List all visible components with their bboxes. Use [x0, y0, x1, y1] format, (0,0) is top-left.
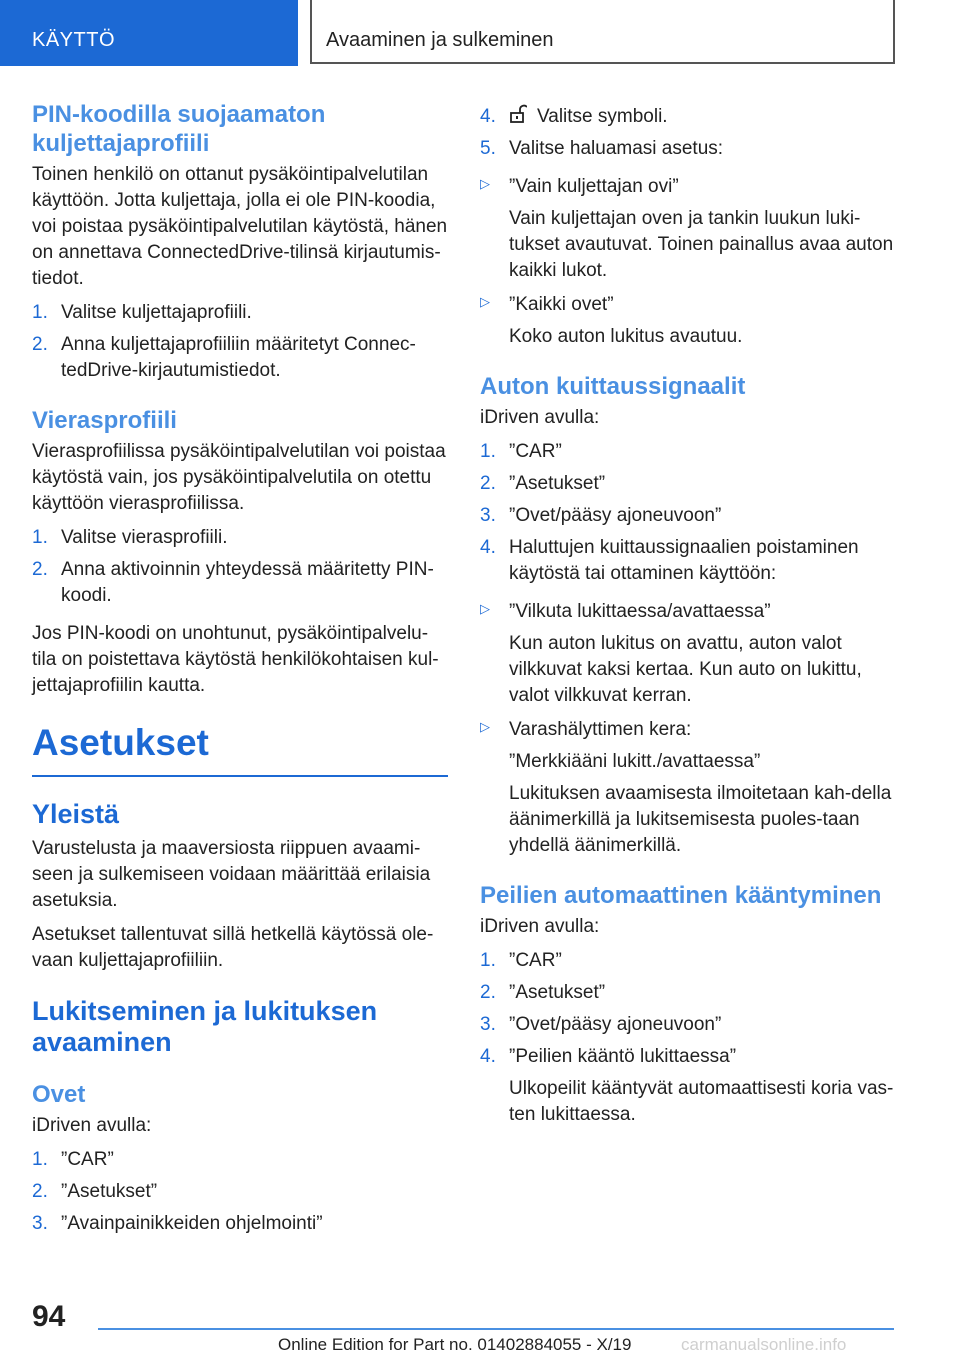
section-tab: KÄYTTÖ [0, 0, 298, 66]
general-text-1: Varustelusta ja maaversiosta riippuen avaami-seen ja sulkemiseen voidaan määrittää erilaisia asetuksia. [32, 838, 431, 911]
step-text: Anna kuljettajaprofiiliin määritetyt Connec-tedDrive-kirjautumistiedot. [61, 334, 416, 381]
step-number: 1. [480, 950, 496, 971]
step-number: 1. [32, 302, 48, 323]
step-number: 1. [32, 527, 48, 548]
step-text: ”Ovet/pääsy ajoneuvoon” [509, 505, 722, 526]
step-number: 4. [480, 1046, 496, 1067]
guest-profile-note: Jos PIN-koodi on unohtunut, pysäköintipalvelu-tila on poistettava käytöstä henkilökohtaisen kul-jettajaprofiilin kautta. [32, 623, 439, 696]
list-item [480, 1012, 900, 1038]
right-column [480, 100, 900, 1140]
step-number: 1. [480, 441, 496, 462]
list-item [480, 1044, 900, 1128]
footer-watermark: carmanualsonline.info [681, 1335, 847, 1354]
list-item [32, 1211, 448, 1237]
step-text: Haluttujen kuittaussignaalien poistaminen käytöstä tai ottaminen käyttöön: [509, 537, 859, 584]
list-item [480, 471, 900, 497]
option-description: Koko auton lukitus avautuu. [509, 326, 743, 347]
list-item [480, 104, 900, 130]
step-text: Valitse kuljettajaprofiili. [61, 302, 252, 323]
guest-steps-list [32, 525, 448, 609]
mirror-heading: Peilien automaattinen kääntyminen [480, 882, 882, 909]
left-column [32, 100, 448, 1249]
unlock-icon [509, 104, 527, 124]
option-title: ”Vilkuta lukittaessa/avattaessa” [509, 601, 771, 622]
list-item [480, 503, 900, 529]
list-item [32, 332, 448, 384]
list-item [480, 535, 900, 587]
option-title: Varashälyttimen kera: [509, 719, 692, 740]
step-text: Anna aktivoinnin yhteydessä määritetty PIN-koodi. [61, 559, 434, 606]
footer-divider [98, 1328, 894, 1330]
pin-profile-heading: PIN-koodilla suojaamaton kuljettajaprofiili [32, 101, 326, 157]
option-description: Kun auton lukitus on avattu, auton valot vilkkuvat kaksi kertaa. Kun auto on lukittu, valot vilkkuvat kerran. [509, 633, 862, 706]
mirror-note: Ulkopeilit kääntyvät automaattisesti koria vas-ten lukittaessa. [509, 1078, 894, 1125]
step-number: 4. [480, 537, 496, 558]
option-title: ”Vain kuljettajan ovi” [509, 176, 679, 197]
step-text: ”Peilien kääntö lukittaessa” [509, 1046, 737, 1067]
step-text: Valitse haluamasi asetus: [509, 138, 724, 159]
list-item [32, 525, 448, 551]
step-number: 5. [480, 138, 496, 159]
guest-profile-heading: Vierasprofiili [32, 407, 177, 434]
step-text: ”CAR” [509, 441, 562, 462]
list-item [32, 557, 448, 609]
step-text: ”CAR” [509, 950, 562, 971]
option-title: ”Kaikki ovet” [509, 294, 614, 315]
step-text: ”Ovet/pääsy ajoneuvoon” [509, 1014, 722, 1035]
step-number: 1. [32, 1149, 48, 1170]
page-header [0, 0, 960, 66]
locking-heading: Lukitseminen ja lukituksen avaaminen [32, 996, 378, 1057]
step-number: 2. [32, 334, 48, 355]
step-number: 2. [32, 559, 48, 580]
pin-steps-list [32, 300, 448, 384]
settings-heading: Asetukset [32, 721, 448, 777]
option-description: ”Merkkiääni lukitt./avattaessa” [509, 751, 761, 772]
step-number: 2. [480, 982, 496, 1003]
ack-signals-heading: Auton kuittaussignaalit [480, 373, 746, 400]
step-number: 2. [480, 473, 496, 494]
step-text: ”Avainpainikkeiden ohjelmointi” [61, 1213, 323, 1234]
step-number: 2. [32, 1181, 48, 1202]
list-item [480, 439, 900, 465]
general-heading: Yleistä [32, 799, 120, 829]
list-item [480, 980, 900, 1006]
general-text-2: Asetukset tallentuvat sillä hetkellä käytössä ole-vaan kuljettajaprofiiliin. [32, 924, 434, 971]
list-item [32, 1179, 448, 1205]
step-number: 4. [480, 106, 496, 127]
pin-profile-text: Toinen henkilö on ottanut pysäköintipalvelutilan käyttöön. Jotta kuljettaja, jolla ei ole PIN-koodia, voi poistaa pysäköintipalvelutilan käytöstä, hänen on annettava ConnectedDrive-tilinsä kirjautumis-tiedot. [32, 164, 448, 289]
ack-intro: iDriven avulla: [480, 407, 600, 428]
chapter-title: Avaaminen ja sulkeminen [310, 0, 895, 64]
step-text: Valitse vierasprofiili. [61, 527, 228, 548]
option-item [480, 599, 900, 709]
mirror-intro: iDriven avulla: [480, 916, 600, 937]
page-number: 94 [32, 1300, 66, 1333]
guest-profile-text: Vierasprofiilissa pysäköintipalvelutilan voi poistaa käytöstä vain, jos pysäköintipalvelutila on otettu käyttöön vierasprofiilissa. [32, 441, 446, 514]
step-text: Valitse symboli. [537, 106, 668, 127]
doors-steps-list-continued [480, 104, 900, 162]
triangle-bullet-icon: ▷ [480, 719, 490, 734]
triangle-bullet-icon: ▷ [480, 176, 490, 191]
list-item [32, 300, 448, 326]
doors-steps-list [32, 1147, 448, 1237]
doors-intro: iDriven avulla: [32, 1115, 152, 1136]
step-number: 3. [480, 1014, 496, 1035]
ack-steps-list [480, 439, 900, 587]
list-item [480, 136, 900, 162]
step-text: ”Asetukset” [509, 982, 606, 1003]
triangle-bullet-icon: ▷ [480, 601, 490, 616]
mirror-steps-list [480, 948, 900, 1128]
option-item [480, 292, 900, 350]
step-number: 3. [32, 1213, 48, 1234]
step-text: ”CAR” [61, 1149, 114, 1170]
step-text: ”Asetukset” [509, 473, 606, 494]
list-item [32, 1147, 448, 1173]
step-number: 3. [480, 505, 496, 526]
option-description-detail: Lukituksen avaamisesta ilmoitetaan kah-della äänimerkillä ja lukitsemisesta puoles-taan yhdellä äänimerkillä. [509, 783, 892, 856]
option-item [480, 717, 900, 859]
step-text: ”Asetukset” [61, 1181, 158, 1202]
option-description: Vain kuljettajan oven ja tankin luukun luki-tukset avautuvat. Toinen painallus avaa auton kaikki lukot. [509, 208, 894, 281]
triangle-bullet-icon: ▷ [480, 294, 490, 309]
option-item [480, 174, 900, 284]
footer-edition: Online Edition for Part no. 01402884055 - X/19 [278, 1335, 632, 1354]
doors-heading: Ovet [32, 1081, 86, 1108]
list-item [480, 948, 900, 974]
